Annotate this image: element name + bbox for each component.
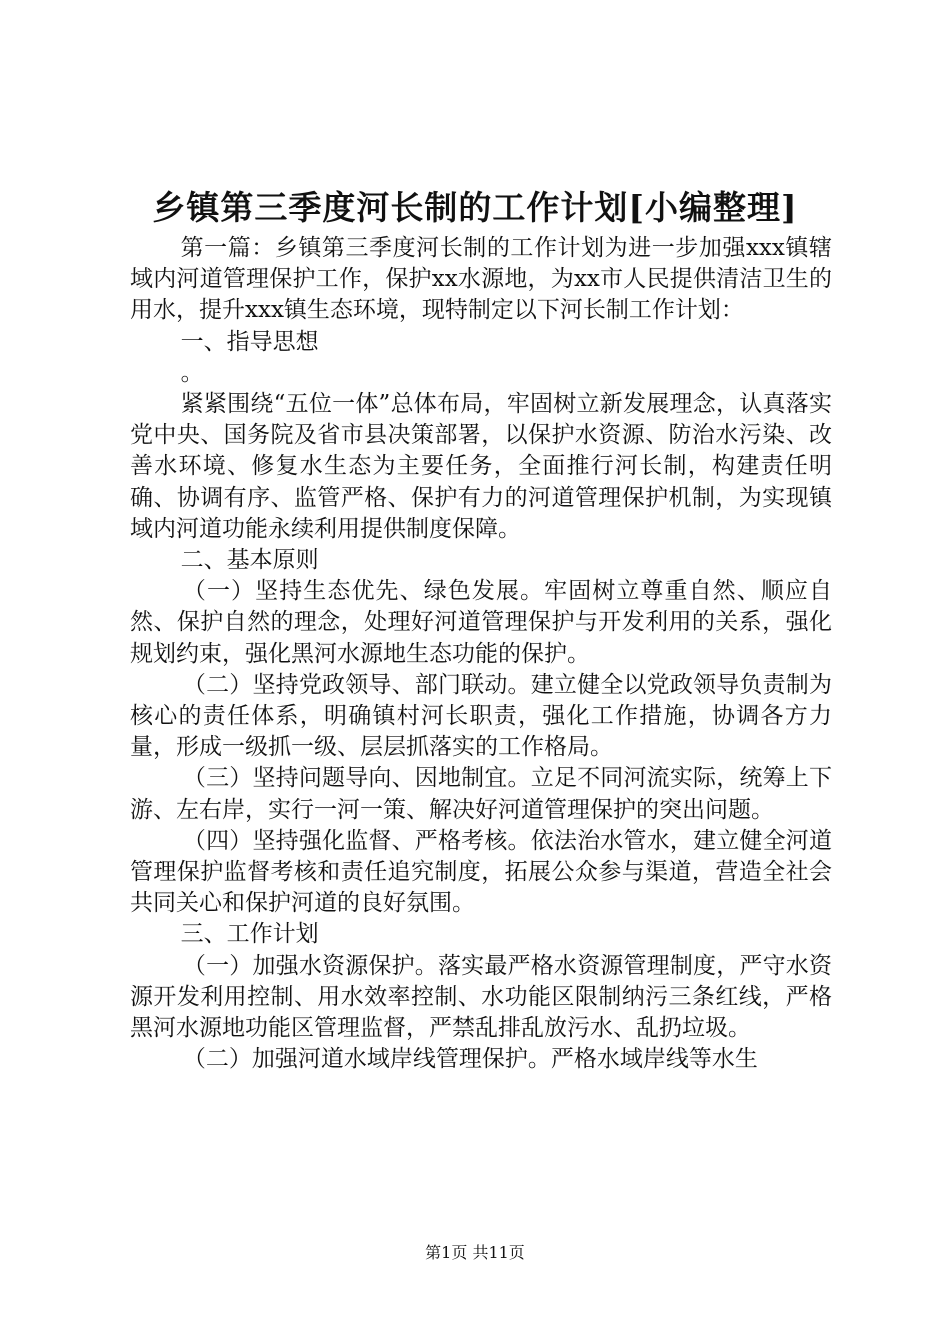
paragraph-principle-2: （二）坚持党政领导、部门联动。建立健全以党政领导负责制为核心的责任体系，明确镇村河长职责，强化工作措施，协调各方力量，形成一级抓一级、层层抓落实的工作格局。	[130, 671, 832, 761]
paragraph-principle-4: （四）坚持强化监督、严格考核。依法治水管水，建立健全河道管理保护监督考核和责任追究制度，拓展公众参与渠道，营造全社会共同关心和保护河道的良好氛围。	[130, 827, 832, 917]
heading-basic-principles: 二、基本原则	[180, 547, 319, 574]
paragraph-principle-3: （三）坚持问题导向、因地制宜。立足不同河流实际，统筹上下游、左右岸，实行一河一策、解决好河道管理保护的突出问题。	[130, 765, 832, 823]
paragraph-plan-1: （一）加强水资源保护。落实最严格水资源管理制度，严守水资源开发利用控制、用水效率控制、水功能区限制纳污三条红线，严格黑河水源地功能区管理监督，严禁乱排乱放污水、乱扔垃圾。	[130, 952, 832, 1042]
paragraph-intro: 第一篇：乡镇第三季度河长制的工作计划为进一步加强xxx镇辖域内河道管理保护工作，保护xx水源地，为xx市人民提供清洁卫生的用水，提升xxx镇生态环境，现特制定以下河长制工作计划：	[130, 235, 832, 324]
page-footer: 第1页 共11页	[425, 1243, 525, 1262]
heading-guiding-ideology: 一、指导思想	[180, 328, 319, 355]
paragraph-plan-2: （二）加强河道水域岸线管理保护。严格水域岸线等水生	[182, 1046, 758, 1073]
paragraph-principle-1: （一）坚持生态优先、绿色发展。牢固树立尊重自然、顺应自然、保护自然的理念，处理好河道管理保护与开发利用的关系，强化规划约束，强化黑河水源地生态功能的保护。	[130, 578, 832, 667]
document-title: 乡镇第三季度河长制的工作计划[小编整理]	[152, 188, 798, 227]
paragraph-period: 。	[180, 359, 204, 386]
paragraph-guiding-ideology: 紧紧围绕“五位一体”总体布局，牢固树立新发展理念，认真落实党中央、国务院及省市县决策部署，以保护水资源、防治水污染、改善水环境、修复水生态为主要任务，全面推行河长制，构建责任明确、协调有序、监管严格、保护有力的河道管理保护机制，为实现镇域内河道功能永续利用提供制度保障。	[130, 391, 832, 542]
heading-work-plan: 三、工作计划	[180, 921, 319, 948]
document-body	[130, 233, 832, 1075]
